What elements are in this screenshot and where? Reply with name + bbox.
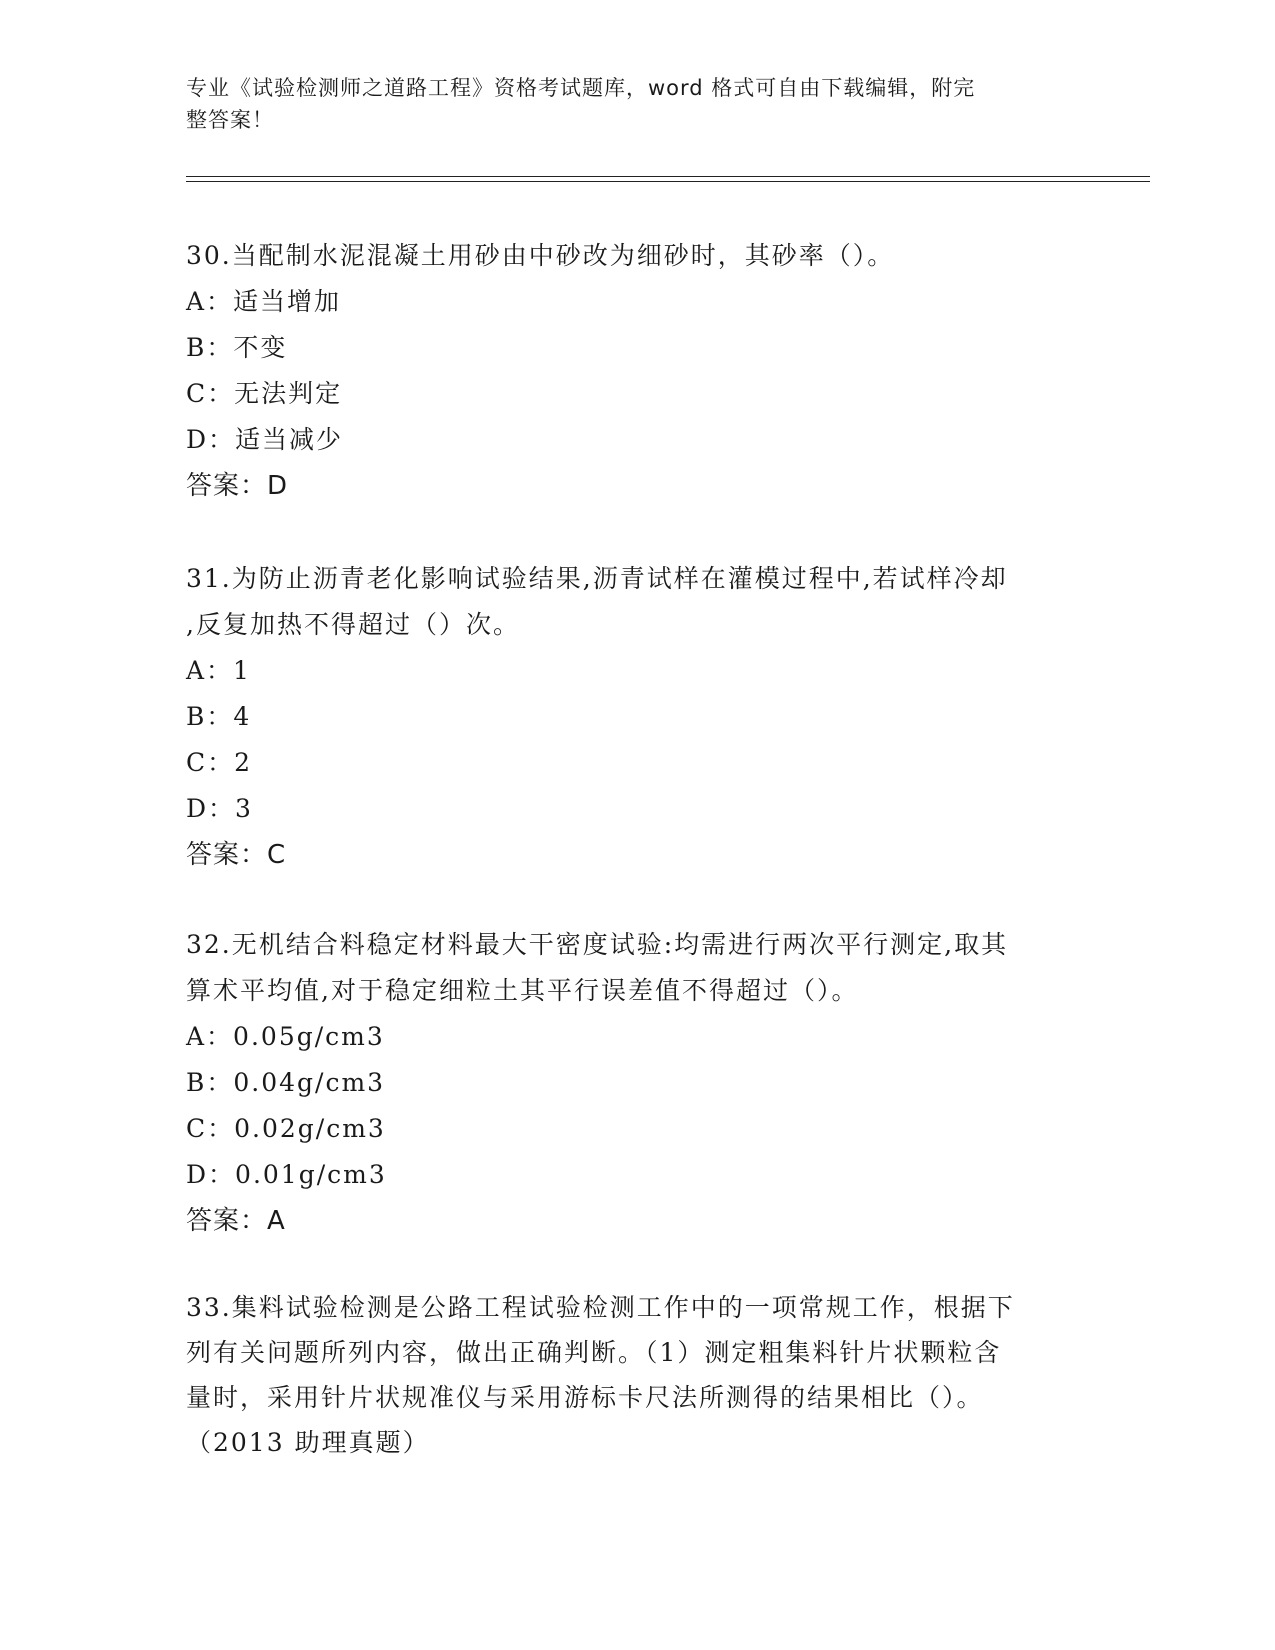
question-text-line: ,反复加热不得超过（）次。 bbox=[186, 610, 520, 639]
question-text-line: （2013 助理真题） bbox=[186, 1428, 430, 1457]
header-line-2: 整答案！ bbox=[186, 108, 274, 132]
question-text-line: 33.集料试验检测是公路工程试验检测工作中的一项常规工作，根据下 bbox=[186, 1293, 1015, 1322]
header-divider-top bbox=[186, 176, 1150, 177]
question-33 bbox=[186, 1285, 1086, 1465]
option-a: A：0.05g/cm3 bbox=[186, 1022, 385, 1051]
option-d: D：3 bbox=[186, 794, 253, 823]
answer-label: 答案：C bbox=[186, 840, 287, 870]
answer-label: 答案：D bbox=[186, 471, 289, 501]
question-text-line: 量时，采用针片状规准仪与采用游标卡尺法所测得的结果相比（）。 bbox=[186, 1383, 984, 1412]
question-32 bbox=[186, 922, 1086, 1244]
option-a: A：1 bbox=[186, 656, 251, 685]
option-d: D：适当减少 bbox=[186, 425, 344, 454]
question-31 bbox=[186, 556, 1086, 878]
header-divider-bottom bbox=[186, 181, 1150, 182]
question-text-line: 算术平均值,对于稳定细粒土其平行误差值不得超过（）。 bbox=[186, 976, 859, 1005]
answer-label: 答案：A bbox=[186, 1206, 286, 1236]
option-c: C：无法判定 bbox=[186, 379, 343, 408]
question-text-line: 31.为防止沥青老化影响试验结果,沥青试样在灌模过程中,若试样冷却 bbox=[186, 564, 1008, 593]
option-a: A：适当增加 bbox=[186, 287, 342, 316]
question-30 bbox=[186, 233, 1086, 509]
header-line-1: 专业《试验检测师之道路工程》资格考试题库，word 格式可自由下载编辑，附完 bbox=[186, 76, 976, 100]
option-b: B：0.04g/cm3 bbox=[186, 1068, 386, 1097]
option-c: C：0.02g/cm3 bbox=[186, 1114, 386, 1143]
option-d: D：0.01g/cm3 bbox=[186, 1160, 387, 1189]
option-c: C：2 bbox=[186, 748, 253, 777]
document-header bbox=[186, 72, 1066, 136]
option-b: B：4 bbox=[186, 702, 252, 731]
question-text-line: 30.当配制水泥混凝土用砂由中砂改为细砂时，其砂率（）。 bbox=[186, 241, 895, 270]
question-text-line: 列有关问题所列内容，做出正确判断。（1）测定粗集料针片状颗粒含 bbox=[186, 1338, 1002, 1367]
option-b: B：不变 bbox=[186, 333, 288, 362]
question-text-line: 32.无机结合料稳定材料最大干密度试验:均需进行两次平行测定,取其 bbox=[186, 930, 1009, 959]
